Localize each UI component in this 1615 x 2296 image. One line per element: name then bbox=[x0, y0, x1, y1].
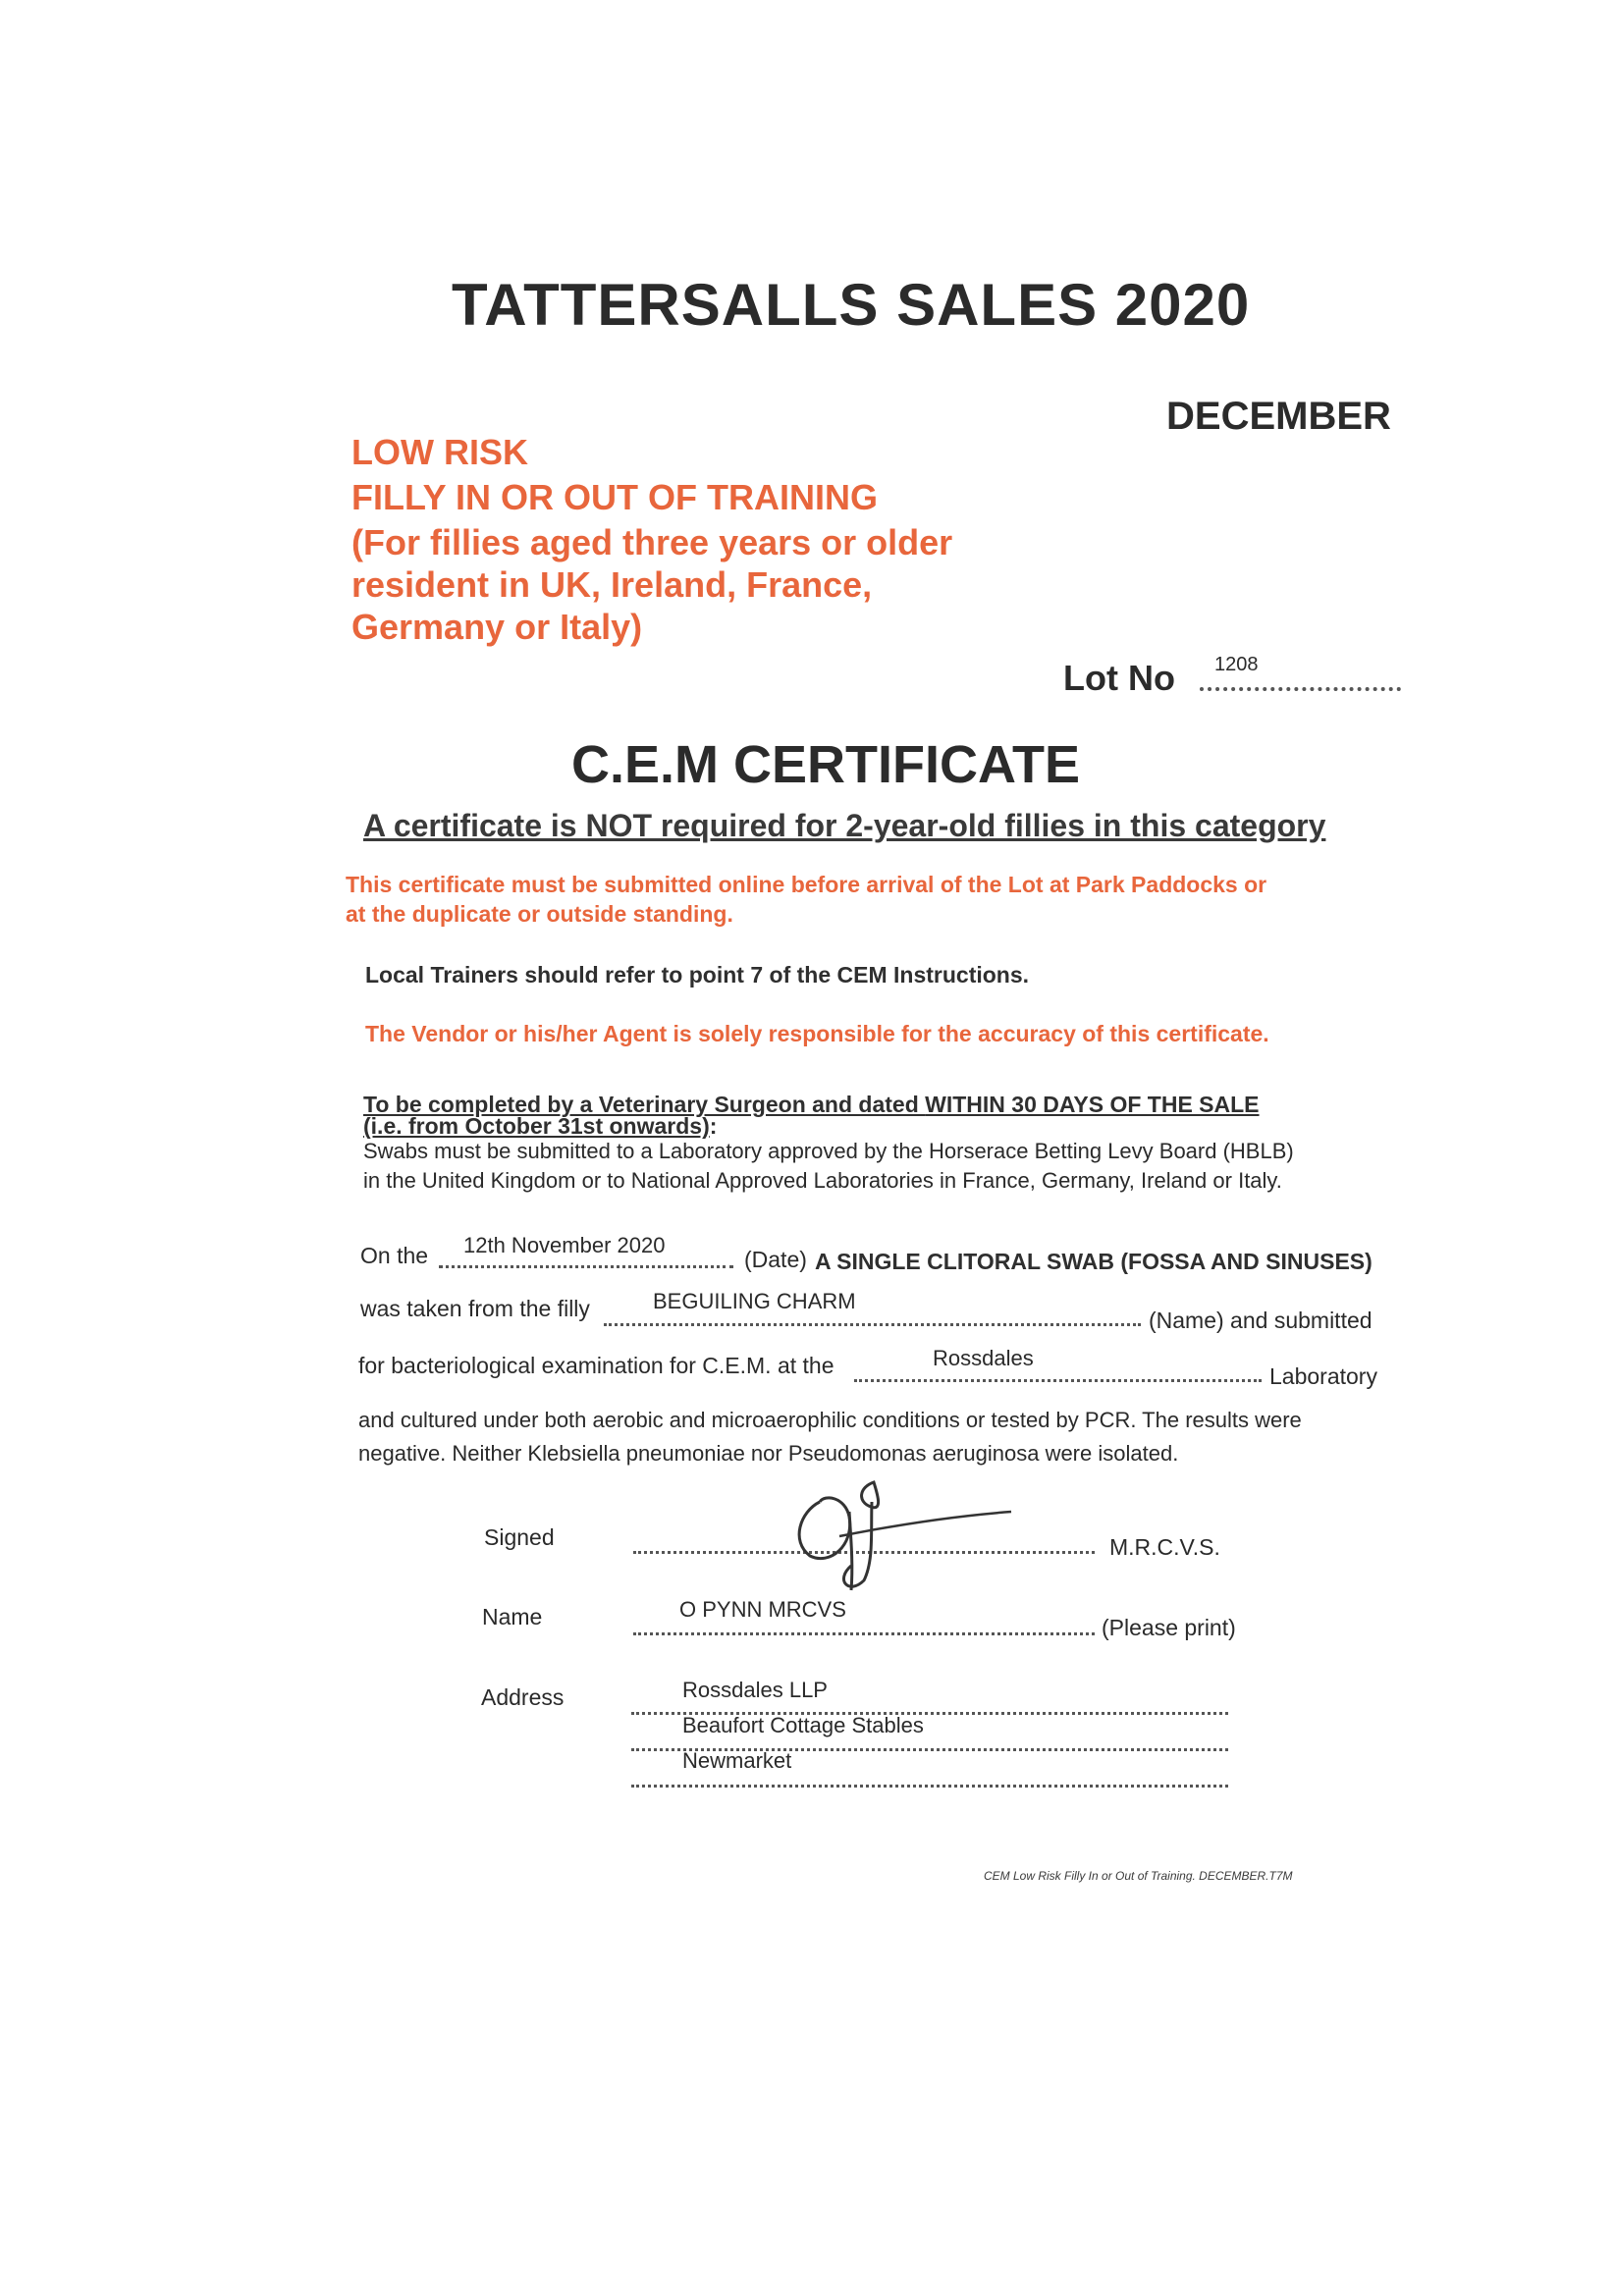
vendor-note: The Vendor or his/her Agent is solely responsible for the accuracy of this certificate. bbox=[365, 1021, 1269, 1046]
footer-reference: CEM Low Risk Filly In or Out of Training. DECEMBER.T7M bbox=[984, 1869, 1293, 1883]
vet-heading-dates bbox=[363, 1113, 717, 1140]
address-line: Beaufort Cottage Stables bbox=[682, 1713, 924, 1737]
name-label: Name bbox=[482, 1604, 543, 1629]
address-line: Newmarket bbox=[682, 1748, 792, 1773]
laboratory-dotted-line bbox=[854, 1379, 1262, 1382]
vet-heading-colon: : bbox=[709, 1113, 718, 1139]
category-line: resident in UK, Ireland, France, bbox=[351, 564, 873, 605]
swabs-line: Swabs must be submitted to a Laboratory approved by the Horserace Betting Levy Board (HBLB) bbox=[363, 1139, 1294, 1163]
filly-dotted-line bbox=[604, 1323, 1141, 1326]
swab-description: A SINGLE CLITORAL SWAB (FOSSA AND SINUSES) bbox=[815, 1249, 1373, 1274]
date-value: 12th November 2020 bbox=[463, 1233, 666, 1257]
lot-label: Lot No bbox=[1063, 658, 1175, 698]
filly-name: BEGUILING CHARM bbox=[653, 1289, 856, 1313]
lot-dotted-line bbox=[1200, 687, 1401, 691]
category-line: (For fillies aged three years or older bbox=[351, 522, 953, 562]
laboratory-label: Laboratory bbox=[1269, 1363, 1377, 1389]
vet-name: O PYNN MRCVS bbox=[679, 1597, 846, 1622]
submit-note-line: This certificate must be submitted online before arrival of the Lot at Park Paddocks or bbox=[346, 872, 1267, 897]
sale-month: DECEMBER bbox=[1166, 395, 1391, 438]
result-line: and cultured under both aerobic and microaerophilic conditions or tested by PCR. The results were bbox=[358, 1408, 1302, 1432]
address-dotted-line bbox=[631, 1785, 1228, 1788]
certificate-title: C.E.M CERTIFICATE bbox=[571, 735, 1080, 794]
local-trainers-note: Local Trainers should refer to point 7 of the CEM Instructions. bbox=[365, 962, 1030, 988]
category-line: Germany or Italy) bbox=[351, 607, 643, 647]
result-line: negative. Neither Klebsiella pneumoniae nor Pseudomonas aeruginosa were isolated. bbox=[358, 1441, 1179, 1466]
exam-label: for bacteriological examination for C.E.M. at the bbox=[358, 1353, 834, 1378]
vet-heading-text: To be completed by a Veterinary Surgeon and dated bbox=[363, 1092, 926, 1117]
address-label: Address bbox=[481, 1684, 565, 1710]
date-label: (Date) bbox=[744, 1247, 807, 1272]
vet-heading-dates-text: (i.e. from October 31st onwards) bbox=[363, 1113, 710, 1139]
vet-heading-deadline: WITHIN 30 DAYS OF THE SALE bbox=[925, 1092, 1260, 1117]
lot-number: 1208 bbox=[1214, 654, 1259, 675]
name-dotted-line bbox=[633, 1632, 1095, 1635]
please-print-label: (Please print) bbox=[1102, 1615, 1236, 1640]
name-and-submitted-label: (Name) and submitted bbox=[1149, 1308, 1373, 1333]
mrcvs-label: M.R.C.V.S. bbox=[1109, 1534, 1220, 1560]
on-the-label: On the bbox=[360, 1243, 429, 1268]
category-line: FILLY IN OR OUT OF TRAINING bbox=[351, 477, 879, 517]
not-required-notice: A certificate is NOT required for 2-year-old fillies in this category bbox=[363, 808, 1326, 843]
date-dotted-line bbox=[439, 1265, 733, 1268]
submit-note-line: at the duplicate or outside standing. bbox=[346, 901, 733, 927]
swabs-line: in the United Kingdom or to National Approved Laboratories in France, Germany, Ireland or Italy. bbox=[363, 1168, 1282, 1193]
laboratory-value: Rossdales bbox=[933, 1346, 1034, 1370]
page-title: TATTERSALLS SALES 2020 bbox=[452, 272, 1251, 338]
signed-label: Signed bbox=[484, 1524, 555, 1550]
address-line: Rossdales LLP bbox=[682, 1678, 828, 1702]
handwritten-signature bbox=[781, 1472, 1016, 1600]
category-line: LOW RISK bbox=[351, 432, 528, 472]
taken-label: was taken from the filly bbox=[360, 1296, 590, 1321]
